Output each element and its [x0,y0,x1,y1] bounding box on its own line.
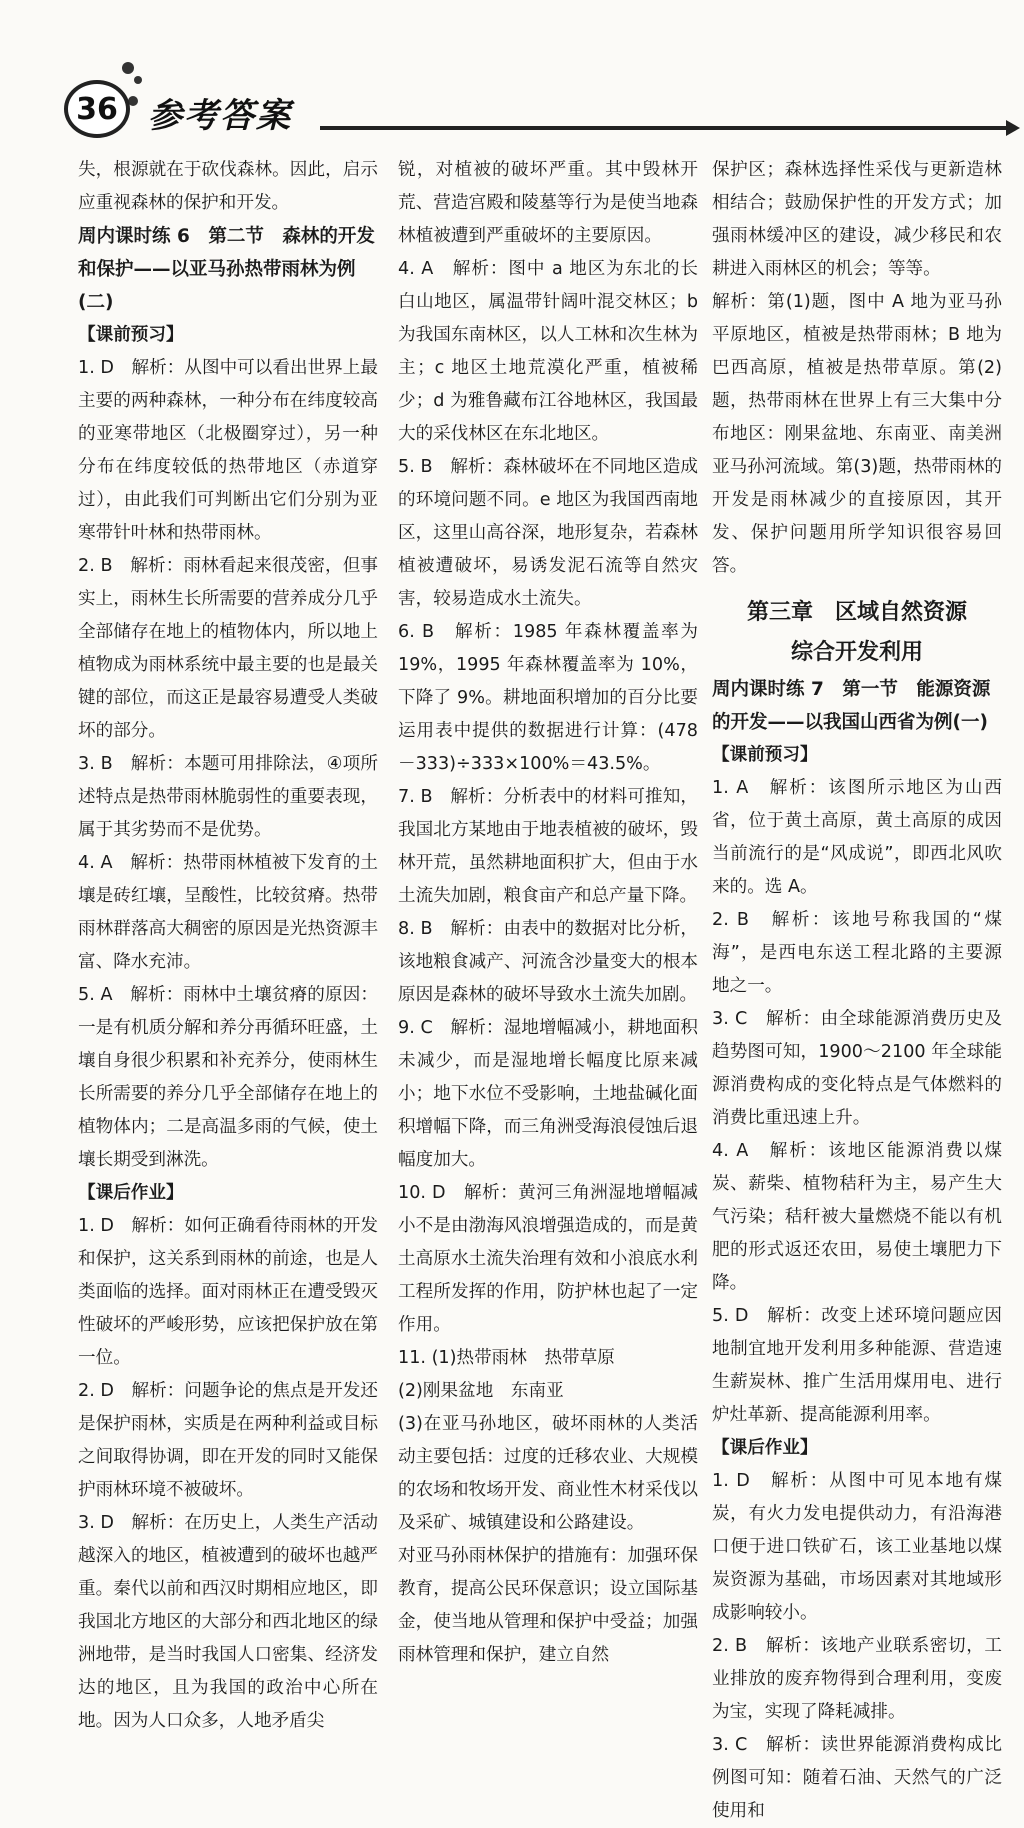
paragraph: 2. D 解析：问题争论的焦点是开发还是保护雨林，实质是在两种利益或目标之间取得协调，即在开发的同时又能保护雨林环境不被破坏。 [78,1381,378,1500]
column-right [712,154,1002,1828]
paragraph: 1. D 解析：如何正确看待雨林的开发和保护，这关系到雨林的前途，也是人类面临的选择。面对雨林正在遭受毁灭性破坏的严峻形势，应该把保护放在第一位。 [78,1216,378,1368]
paragraph: 3. C 解析：读世界能源消费构成比例图可知：随着石油、天然气的广泛使用和 [712,1735,1002,1821]
paragraph: 保护区；森林选择性采伐与更新造林相结合；鼓励保护性的开发方式；加强雨林缓冲区的建设，减少移民和农耕进入雨林区的机会；等等。 [712,160,1002,279]
decor-dot [134,76,142,84]
paragraph: 9. C 解析：湿地增幅减小，耕地面积未减少，而是湿地增长幅度比原来减小；地下水位不受影响，土地盐碱化面积增幅下降，而三角洲受海浪侵蚀后退幅度加大。 [398,1018,698,1170]
paragraph: 7. B 解析：分析表中的材料可推知，我国北方某地由于地表植被的破坏，毁林开荒，虽然耕地面积扩大，但由于水土流失加剧，粮食亩产和总产量下降。 [398,787,698,906]
paragraph: 4. A 解析：热带雨林植被下发育的土壤是砖红壤，呈酸性，比较贫瘠。热带雨林群落高大稠密的原因是光热资源丰富、降水充沛。 [78,853,378,972]
paragraph: 5. D 解析：改变上述环境问题应因地制宜地开发利用多种能源、营造速生薪炭林、推广生活用煤用电、进行炉灶革新、提高能源利用率。 [712,1306,1002,1425]
chapter-title: 第三章 区域自然资源 [746,600,967,625]
paragraph: 2. B 解析：该地号称我国的“煤海”，是西电东送工程北路的主要源地之一。 [712,910,1002,996]
decor-dot [122,62,134,74]
section-label: 【课前预习】 [712,745,818,765]
paragraph: 锐，对植被的破坏严重。其中毁林开荒、营造宫殿和陵墓等行为是使当地森林植被遭到严重破坏的主要原因。 [398,160,698,246]
paragraph: 3. B 解析：本题可用排除法，④项所述特点是热带雨林脆弱性的重要表现，属于其劣势而不是优势。 [78,754,378,840]
paragraph: 对亚马孙雨林保护的措施有：加强环保教育，提高公民环保意识；设立国际基金，使当地从管理和保护中受益；加强雨林管理和保护，建立自然 [398,1546,698,1665]
paragraph: 1. A 解析：该图所示地区为山西省，位于黄土高原，黄土高原的成因当前流行的是“风成说”，即西北风吹来的。选 A。 [712,778,1002,897]
paragraph: 8. B 解析：由表中的数据对比分析，该地粮食减产、河流含沙量变大的根本原因是森林的破坏导致水土流失加剧。 [398,919,698,1005]
page-number: 36 [64,80,130,138]
paragraph: (3)在亚马孙地区，破坏雨林的人类活动主要包括：过度的迁移农业、大规模的农场和牧场开发、商业性木材采伐以及采矿、城镇建设和公路建设。 [398,1414,698,1533]
paragraph: 6. B 解析：1985 年森林覆盖率为 19%，1995 年森林覆盖率为 10%，下降了 9%。耕地面积增加的百分比要运用表中提供的数据进行计算：(478－333)÷333×100%＝43.5%。 [398,622,698,774]
header-rule [320,126,1010,130]
brand-title: 参考答案 [148,96,292,136]
paragraph: 5. A 解析：雨林中土壤贫瘠的原因：一是有机质分解和养分再循环旺盛，土壤自身很少积累和补充养分，使雨林生长所需要的养分几乎全部储存在地上的植物体内；二是高温多雨的气候，使土壤长期受到淋洗。 [78,985,378,1170]
paragraph: 失，根源就在于砍伐森林。因此，启示应重视森林的保护和开发。 [78,160,378,213]
arrow-right-icon [1006,120,1020,136]
paragraph: (2)刚果盆地 东南亚 [398,1381,564,1401]
page-header [0,0,1024,160]
paragraph: 1. D 解析：从图中可见本地有煤炭，有火力发电提供动力，有沿海港口便于进口铁矿石，该工业基地以煤炭资源为基础，市场因素对其地域形成影响较小。 [712,1471,1002,1623]
paragraph: 4. A 解析：该地区能源消费以煤炭、薪柴、植物秸秆为主，易产生大气污染；秸秆被大量燃烧不能以有机肥的形式返还农田，易使土壤肥力下降。 [712,1141,1002,1293]
column-middle [398,154,698,1672]
section-label: 【课后作业】 [78,1183,184,1203]
lesson-heading: 周内课时练 7 第一节 能源资源的开发——以我国山西省为例(一) [712,679,991,733]
paragraph: 2. B 解析：该地产业联系密切，工业排放的废弃物得到合理利用，变废为宝，实现了降耗减排。 [712,1636,1002,1722]
paragraph: 3. C 解析：由全球能源消费历史及趋势图可知，1900～2100 年全球能源消费构成的变化特点是气体燃料的消费比重迅速上升。 [712,1009,1002,1128]
paragraph: 10. D 解析：黄河三角洲湿地增幅减小不是由渤海风浪增强造成的，而是黄土高原水土流失治理有效和小浪底水利工程所发挥的作用，防护林也起了一定作用。 [398,1183,698,1335]
chapter-title: 综合开发利用 [790,640,923,665]
paragraph: 1. D 解析：从图中可以看出世界上最主要的两种森林，一种分布在纬度较高的亚寒带地区（北极圈穿过），另一种分布在纬度较低的热带地区（赤道穿过），由此我们可判断出它们分别为亚寒带针叶林和热带雨林。 [78,358,378,543]
paragraph: 5. B 解析：森林破坏在不同地区造成的环境问题不同。e 地区为我国西南地区，这里山高谷深，地形复杂，若森林植被遭破坏，易诱发泥石流等自然灾害，较易造成水土流失。 [398,457,698,609]
paragraph: 解析：第(1)题，图中 A 地为亚马孙平原地区，植被是热带雨林；B 地为巴西高原，植被是热带草原。第(2)题，热带雨林在世界上有三大集中分布地区：刚果盆地、东南亚、南美洲亚马孙河流域。第(3)题，热带雨林的开发是雨林减少的直接原因，其开发、保护问题用所学知识很容易回答。 [712,292,1002,576]
paragraph: 4. A 解析：图中 a 地区为东北的长白山地区，属温带针阔叶混交林区；b 为我国东南林区，以人工林和次生林为主；c 地区土地荒漠化严重，植被稀少；d 为雅鲁藏布江谷地林区，我国最大的采伐林区在东北地区。 [398,259,698,444]
section-label: 【课前预习】 [78,325,184,345]
paragraph: 11. (1)热带雨林 热带草原 [398,1348,615,1368]
lesson-heading: 周内课时练 6 第二节 森林的开发和保护——以亚马孙热带雨林为例(二) [78,226,375,313]
paragraph: 3. D 解析：在历史上，人类生产活动越深入的地区，植被遭到的破坏也越严重。秦代以前和西汉时期相应地区，即我国北方地区的大部分和西北地区的绿洲地带，是当时我国人口密集、经济发达的地区，且为我国的政治中心所在地。因为人口众多，人地矛盾尖 [78,1513,378,1731]
paragraph: 2. B 解析：雨林看起来很茂密，但事实上，雨林生长所需要的营养成分几乎全部储存在地上的植物体内，所以地上植物成为雨林系统中最主要的也是最关键的部位，而这正是最容易遭受人类破坏的部分。 [78,556,378,741]
column-left [78,154,378,1738]
section-label: 【课后作业】 [712,1438,818,1458]
